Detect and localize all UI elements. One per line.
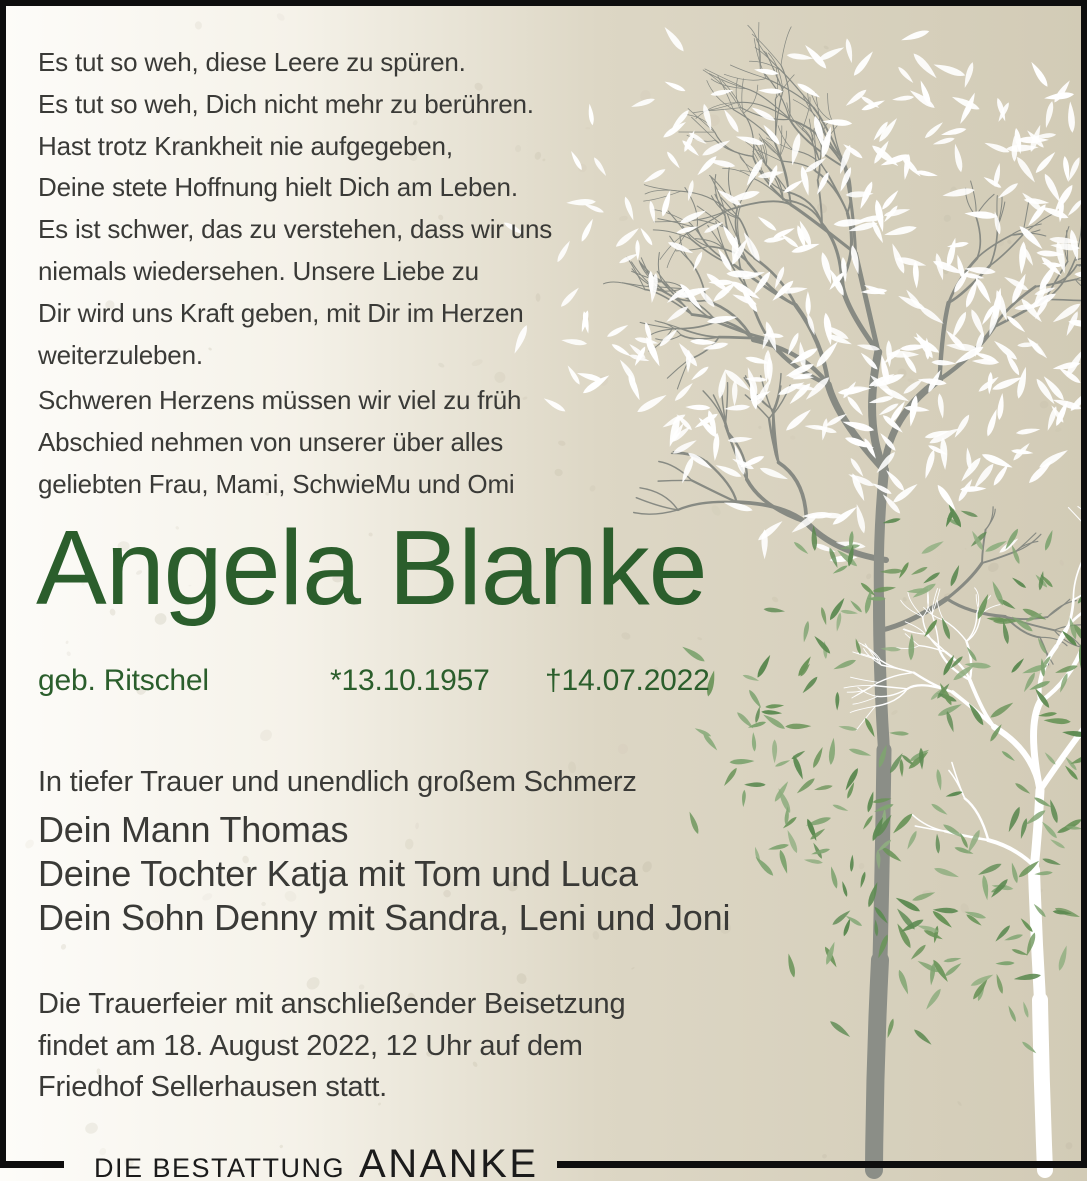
mourning-intro: In tiefer Trauer und unendlich großem Schmerz bbox=[38, 766, 637, 798]
maiden-name: geb. Ritschel bbox=[38, 664, 209, 697]
farewell-line: Schweren Herzens müssen wir viel zu früh bbox=[38, 385, 522, 415]
footer-rule-left bbox=[0, 1161, 64, 1168]
life-dates-row bbox=[38, 664, 778, 710]
poem-line: Es ist schwer, das zu verstehen, dass wir uns bbox=[38, 214, 553, 245]
birth-date: *13.10.1957 bbox=[330, 664, 490, 697]
frame-border-right bbox=[1081, 0, 1087, 1168]
footer-bar bbox=[0, 1141, 1087, 1181]
mourners-list bbox=[38, 808, 730, 940]
death-date: †14.07.2022 bbox=[545, 664, 710, 697]
deceased-name: Angela Blanke bbox=[36, 509, 707, 627]
funeral-home-prefix: DIE BESTATTUNG bbox=[94, 1152, 346, 1181]
funeral-line: findet am 18. August 2022, 12 Uhr auf dem bbox=[38, 1029, 583, 1062]
frame-border-top bbox=[0, 0, 1087, 6]
funeral-line: Die Trauerfeier mit anschließender Beisetzung bbox=[38, 988, 626, 1020]
mourner-line: Deine Tochter Katja mit Tom und Luca bbox=[38, 853, 638, 894]
farewell-line: Abschied nehmen von unserer über alles bbox=[38, 426, 504, 457]
farewell-text bbox=[38, 380, 521, 505]
poem-line: Es tut so weh, diese Leere zu spüren. bbox=[38, 47, 466, 77]
mourner-line: Dein Sohn Denny mit Sandra, Leni und Joni bbox=[38, 897, 731, 938]
poem-line: weiterzuleben. bbox=[38, 339, 203, 370]
poem-line: Es tut so weh, Dich nicht mehr zu berühren. bbox=[38, 88, 534, 119]
funeral-home-brand: ANANKE bbox=[359, 1141, 539, 1181]
memorial-poem bbox=[38, 42, 552, 376]
mourner-line: Dein Mann Thomas bbox=[38, 809, 349, 850]
poem-line: Deine stete Hoffnung hielt Dich am Leben. bbox=[38, 172, 518, 203]
poem-line: Hast trotz Krankheit nie aufgegeben, bbox=[38, 130, 453, 161]
funeral-line: Friedhof Sellerhausen statt. bbox=[38, 1071, 388, 1103]
poem-line: Dir wird uns Kraft geben, mit Dir im Herzen bbox=[38, 297, 524, 328]
poem-line: niemals wiedersehen. Unsere Liebe zu bbox=[38, 255, 479, 286]
footer-rule-right bbox=[557, 1161, 1087, 1168]
frame-border-left bbox=[0, 0, 6, 1168]
farewell-line: geliebten Frau, Mami, SchwieMu und Omi bbox=[38, 468, 515, 499]
funeral-home-name bbox=[94, 1142, 539, 1181]
funeral-info bbox=[38, 984, 625, 1109]
